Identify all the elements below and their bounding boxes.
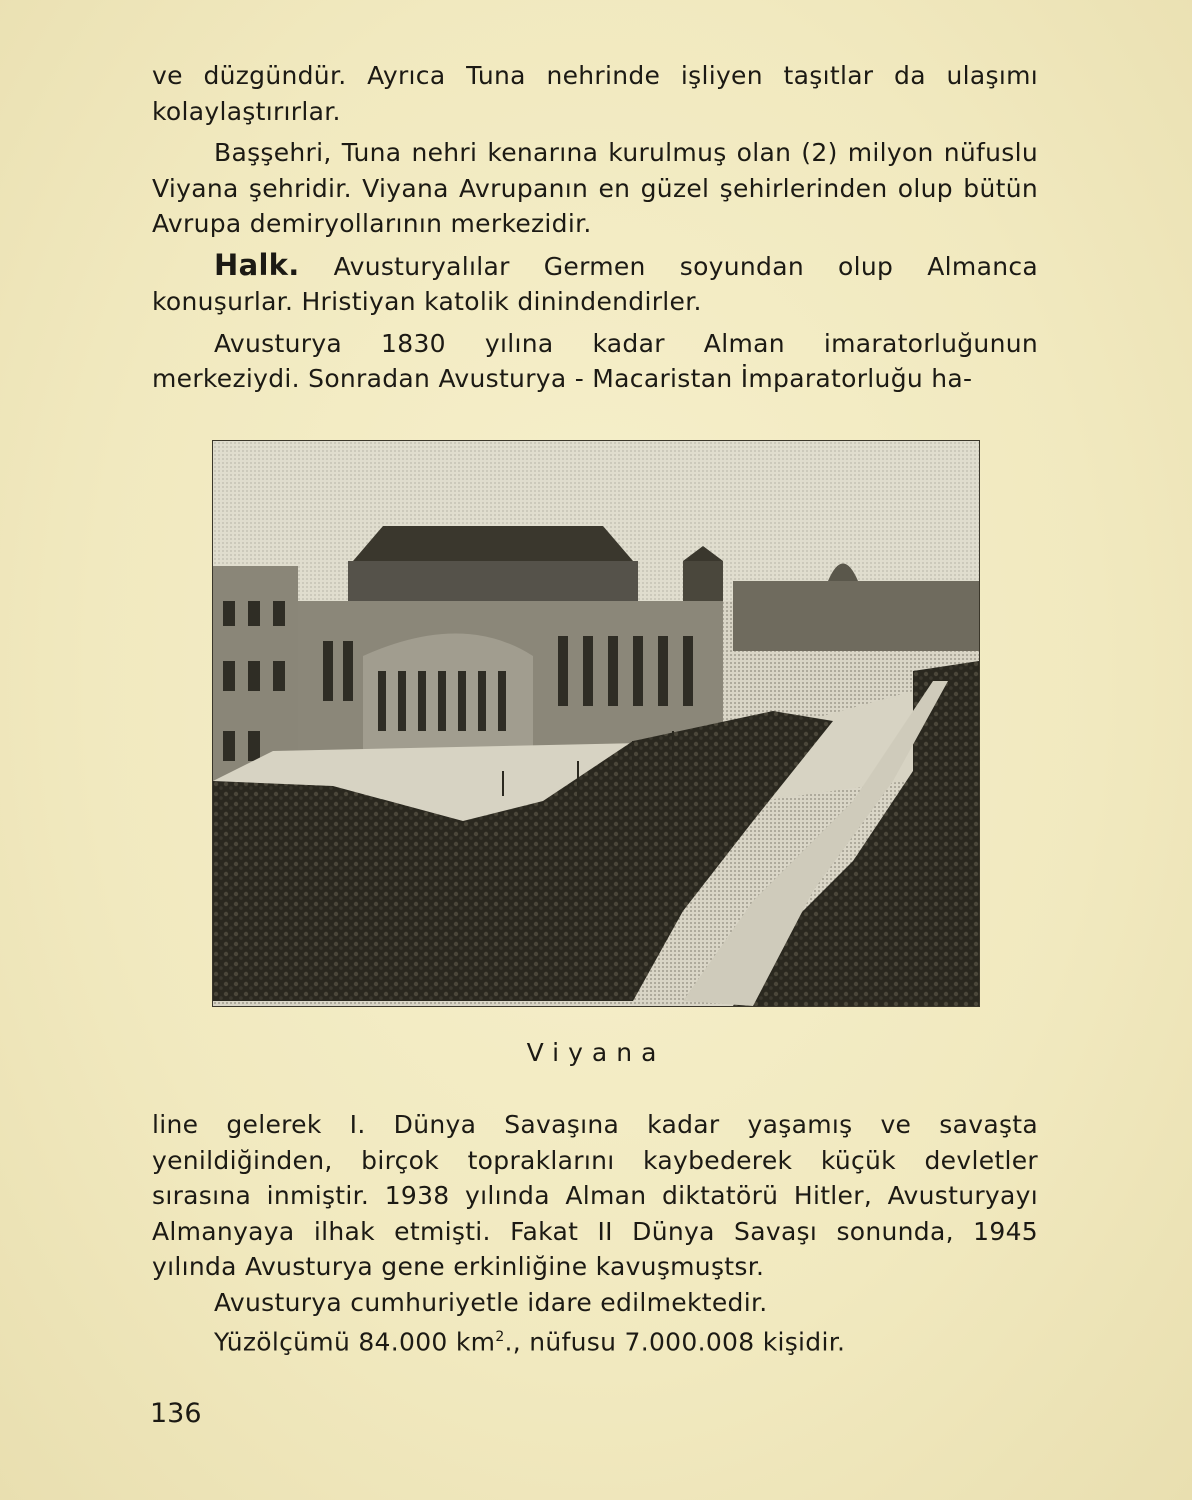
paragraph-history-continued: line gelerek I. Dünya Savaşına kadar yaşamış ve savaşta yenildiğinden, birçok topraklarını kaybederek küçük devletler sırasına inmiştir. 1938 yılında Alman diktatörü Hitler, Avusturyayı Almanyaya ilhak etmişti. Fakat II Dünya Savaşı sonunda, 1945 yılında Avusturya gene erkinliğine kavuşmuştsr.: [152, 1110, 1038, 1281]
paragraph-government: Avusturya cumhuriyetle idare edilmektedir.: [214, 1287, 768, 1317]
vienna-photo: [212, 440, 980, 1007]
paragraph-area-population: [152, 1320, 1038, 1360]
paragraph-transport: ve düzgündür. Ayrıca Tuna nehrinde işliyen taşıtlar da ulaşımı kolaylaştırırlar.: [152, 61, 1038, 126]
paragraph-people-text: Avusturyalılar Germen soyundan olup Almanca konuşurlar. Hristiyan katolik dinindendirler.: [152, 251, 1039, 316]
paragraph-people: [152, 248, 1038, 320]
top-text-block: [152, 58, 1038, 397]
page-number: 136: [150, 1398, 202, 1429]
area-prefix: Yüzölçümü 84.000 km: [214, 1327, 496, 1357]
paragraph-history: Avusturya 1830 yılına kadar Alman imaratorluğunun merkeziydi. Sonradan Avusturya - Macaristan İmparatorluğu ha-: [152, 328, 1038, 393]
area-suffix: ., nüfusu 7.000.008 kişidir.: [504, 1327, 846, 1357]
photo-distant-buildings: [733, 581, 979, 651]
paragraph-capital: Başşehri, Tuna nehri kenarına kurulmuş olan (2) milyon nüfuslu Viyana şehridir. Viyana Avrupanın en güzel şehirlerinden olup bütün Avrupa demiryollarının merkezidir.: [152, 138, 1038, 238]
area-superscript: 2: [495, 1329, 505, 1345]
photo-caption: Viyana: [526, 1038, 666, 1067]
photo-theatre-roof: [353, 526, 633, 561]
halk-heading: Halk.: [214, 247, 300, 282]
bottom-text-block: [152, 1107, 1038, 1360]
